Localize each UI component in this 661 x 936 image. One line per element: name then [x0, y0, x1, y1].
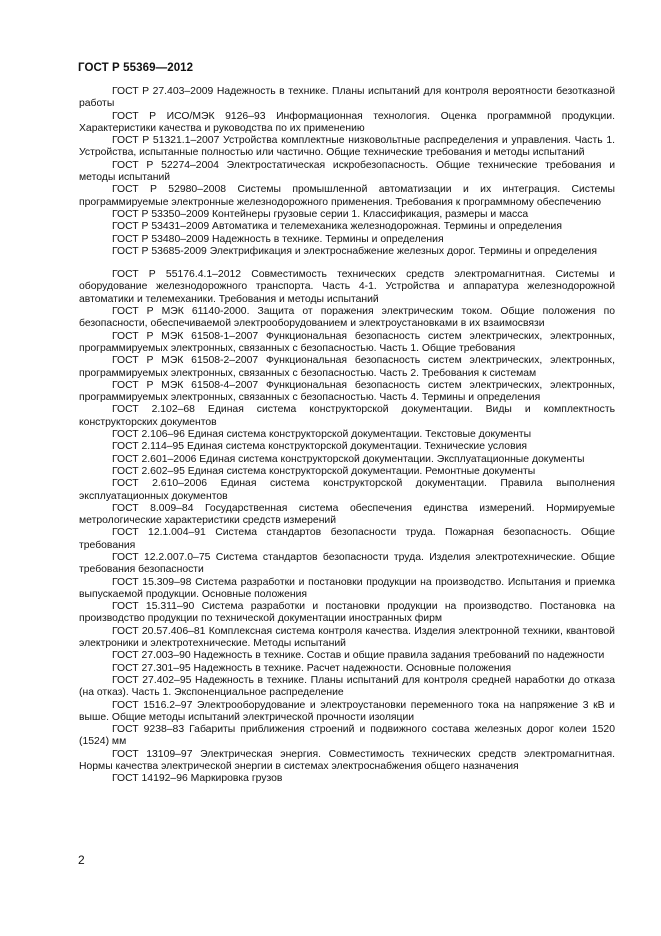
reference-entry: ГОСТ 15.309–98 Система разработки и постановки продукции на производство. Испытания и приемка выпускаемой продукции. Основные положения: [79, 576, 615, 600]
reference-entry: ГОСТ 12.1.004–91 Система стандартов безопасности труда. Пожарная безопасность. Общие требования: [79, 527, 615, 551]
reference-entry: ГОСТ Р 53480–2009 Надежность в технике. Термины и определения: [112, 233, 444, 245]
reference-entry: ГОСТ 27.003–90 Надежность в технике. Состав и общие правила задания требований по надежности: [112, 650, 605, 662]
reference-entry: ГОСТ 9238–83 Габариты приближения строений и подвижного состава железных дорог колеи 1520 (1524) мм: [79, 724, 615, 748]
reference-entry: ГОСТ 15.311–90 Система разработки и постановки продукции на производство. Постановка на производство продукции по технической документации иностранных фирм: [79, 601, 615, 625]
reference-list: [79, 86, 615, 786]
reference-entry: ГОСТ Р 53685-2009 Электрификация и электроснабжение железных дорог. Термины и определения: [112, 245, 597, 257]
reference-entry: ГОСТ Р ИСО/МЭК 9126–93 Информационная технология. Оценка программной продукции. Характеристики качества и руководства по их применению: [79, 110, 615, 134]
reference-entry: ГОСТ 2.106–96 Единая система конструкторской документации. Текстовые документы: [112, 429, 532, 441]
reference-entry: ГОСТ Р 53350–2009 Контейнеры грузовые серии 1. Классификация, размеры и масса: [112, 208, 529, 220]
reference-entry: ГОСТ Р МЭК 61140-2000. Защита от поражения электрическим током. Общие положения по безопасности, обеспечиваемой электрооборудованием и электроустановками в их взаимосвязи: [79, 306, 615, 330]
reference-entry: ГОСТ Р 52980–2008 Системы промышленной автоматизации и их интеграция. Системы программируемые электронные железнодорожного применения. Требования к программному обеспечению: [79, 184, 615, 208]
reference-entry: ГОСТ Р 55176.4.1–2012 Совместимость технических средств электромагнитная. Системы и оборудование железнодорожного транспорта. Часть 4-1. Устройства и аппаратура железнодорожной автоматики и телемеханики. Требования и методы испытаний: [79, 269, 615, 305]
reference-entry: ГОСТ 2.102–68 Единая система конструкторской документации. Виды и комплектность конструкторских документов: [79, 404, 615, 428]
reference-entry: ГОСТ 2.601–2006 Единая система конструкторской документации. Эксплуатационные документы: [112, 453, 585, 465]
reference-entry: ГОСТ Р МЭК 61508-4–2007 Функциональная безопасность систем электрических, электронных, программируемых электронных, связанных с безопасностью. Часть 4. Термины и определения: [79, 379, 615, 404]
reference-entry: ГОСТ 14192–96 Маркировка грузов: [112, 773, 283, 785]
reference-entry: ГОСТ 2.602–95 Единая система конструкторской документации. Ремонтные документы: [112, 465, 536, 477]
reference-entry: ГОСТ Р 27.403–2009 Надежность в технике. Планы испытаний для контроля вероятности безотказной работы: [79, 86, 615, 110]
reference-entry: ГОСТ Р МЭК 61508-1–2007 Функциональная безопасность систем электрических, электронных, программируемых электронных, связанных с безопасностью. Часть 1. Общие требования: [79, 330, 615, 354]
document-header: ГОСТ Р 55369—2012: [78, 62, 194, 74]
page-number: 2: [78, 853, 85, 867]
reference-entry: ГОСТ Р 52274–2004 Электростатическая искробезопасность. Общие технические требования и методы испытаний: [79, 159, 615, 184]
reference-entry: ГОСТ Р 51321.1–2007 Устройства комплектные низковольтные распределения и управления. Часть 1. Устройства, испытанные полностью или частично. Общие технические требования и методы испытаний: [79, 135, 615, 159]
reference-entry: ГОСТ 2.114–95 Единая система конструкторской документации. Технические условия: [112, 441, 528, 453]
reference-entry: ГОСТ 2.610–2006 Единая система конструкторской документации. Правила выполнения эксплуатационных документов: [79, 478, 615, 502]
reference-entry: ГОСТ 12.2.007.0–75 Система стандартов безопасности труда. Изделия электротехнические. Общие требования безопасности: [79, 551, 615, 576]
reference-entry: ГОСТ Р 53431–2009 Автоматика и телемеханика железнодорожная. Термины и определения: [112, 221, 562, 233]
reference-entry: ГОСТ 1516.2–97 Электрооборудование и электроустановки переменного тока на напряжение 3 кВ и выше. Общие методы испытаний электрической прочности изоляции: [79, 699, 615, 723]
reference-entry: ГОСТ 13109–97 Электрическая энергия. Совместимость технических средств электромагнитная. Нормы качества электрической энергии в системах электроснабжения общего назначения: [79, 748, 615, 773]
reference-entry: ГОСТ 8.009–84 Государственная система обеспечения единства измерений. Нормируемые метрологические характеристики средств измерений: [79, 502, 615, 527]
reference-entry: ГОСТ Р МЭК 61508-2–2007 Функциональная безопасность систем электрических, электронных, программируемых электронных, связанных с безопасностью. Часть 2. Требования к системам: [79, 355, 615, 379]
reference-entry: ГОСТ 20.57.406–81 Комплексная система контроля качества. Изделия электронной техники, квантовой электроники и электротехнические. Методы испытаний: [79, 625, 615, 650]
reference-entry: ГОСТ 27.402–95 Надежность в технике. Планы испытаний для контроля средней наработки до отказа (на отказ). Часть 1. Экспоненциальное распределение: [79, 674, 615, 699]
reference-entry: ГОСТ 27.301–95 Надежность в технике. Расчет надежности. Основные положения: [112, 662, 512, 674]
